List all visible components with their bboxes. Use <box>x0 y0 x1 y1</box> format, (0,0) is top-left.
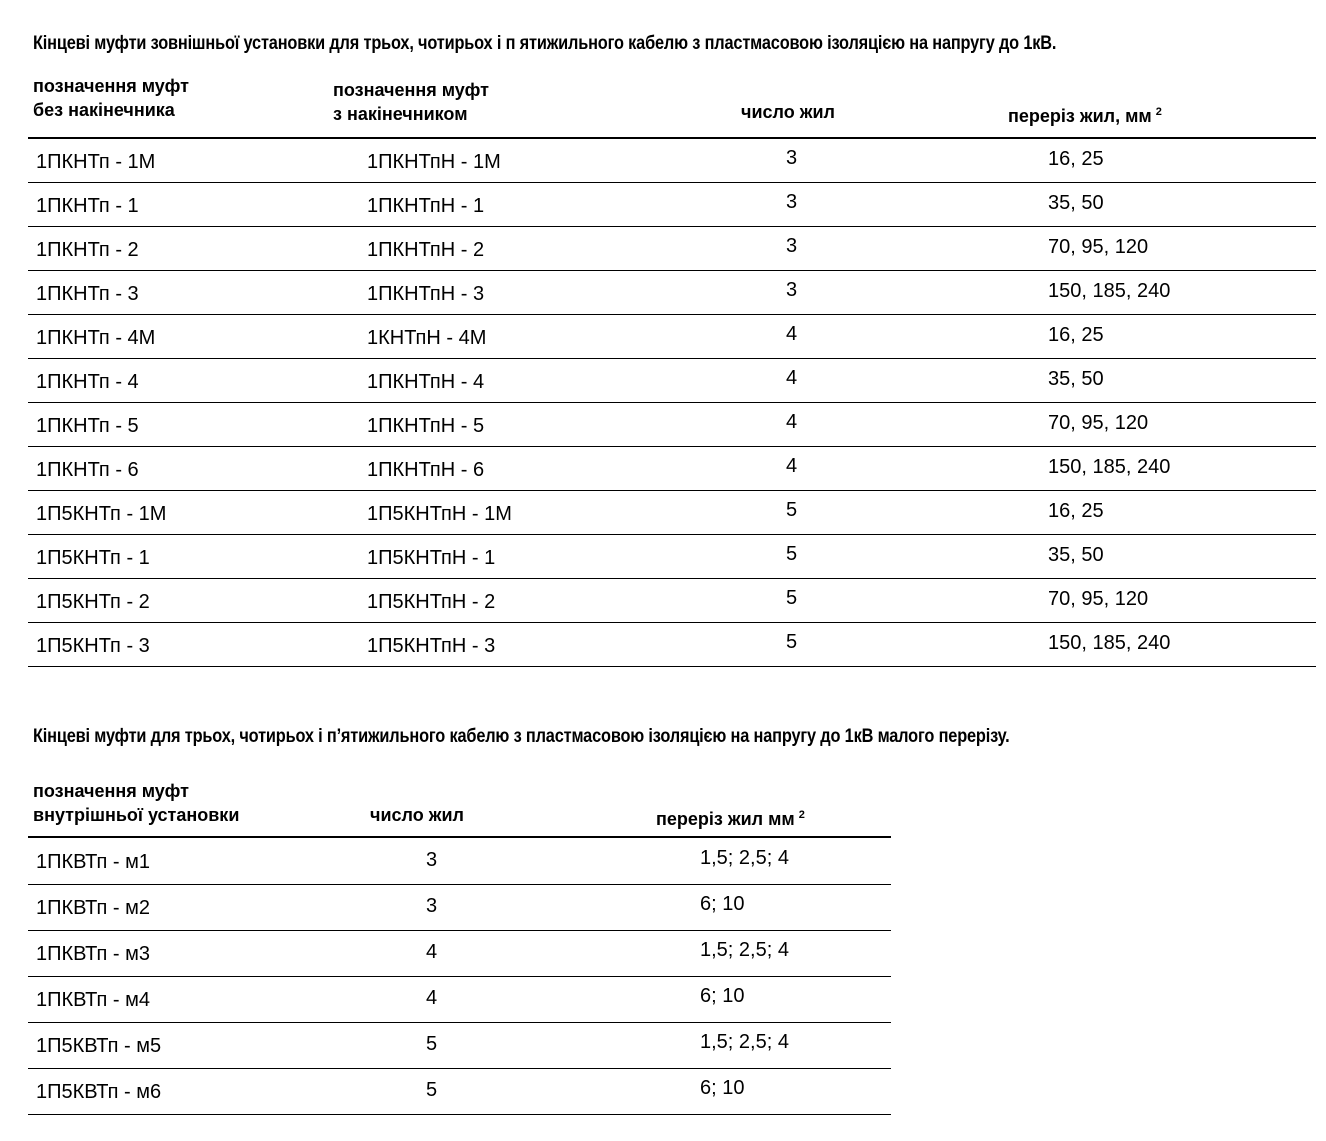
table1-row-rule <box>28 534 1316 535</box>
table1-cell-section: 35, 50 <box>1048 544 1104 566</box>
table2-cell-section: 1,5; 2,5; 4 <box>700 939 789 961</box>
table1-cell-with-tip: 1П5КНТпН - 1М <box>367 503 512 525</box>
table2-row-rule <box>28 930 891 931</box>
table1-cell-no-tip: 1П5КНТп - 1М <box>36 503 167 525</box>
table1-cell-cores: 4 <box>786 411 798 433</box>
table2-cell-designation: 1ПКВТп - м1 <box>36 851 150 873</box>
table1-cell-no-tip: 1ПКНТп - 3 <box>36 283 139 305</box>
table2-cell-section: 6; 10 <box>700 985 745 1007</box>
table1-cell-no-tip: 1ПКНТп - 4М <box>36 327 156 349</box>
table1-row-rule <box>28 622 1316 623</box>
table1-cell-section: 16, 25 <box>1048 324 1104 346</box>
table2-row-rule <box>28 1068 891 1069</box>
table1-row-rule <box>28 182 1316 183</box>
table2-cell-designation: 1П5КВТп - м5 <box>36 1035 162 1057</box>
table1-header-col1-line1: позначення муфт <box>33 76 189 96</box>
table2-header-col3-text: переріз жил мм <box>656 809 795 829</box>
table2-header-col3-sup: 2 <box>798 809 805 821</box>
table1-cell-with-tip: 1ПКНТпН - 2 <box>367 239 485 261</box>
table2-header-col1-line2: внутрішньої установки <box>33 805 240 825</box>
table1-row-rule <box>28 270 1316 271</box>
table2-row-rule <box>28 976 891 977</box>
table1-cell-cores: 3 <box>786 279 798 301</box>
table1-cell-cores: 5 <box>786 499 798 521</box>
table1-header-col3: число жил <box>741 102 835 122</box>
table2-header-col3 <box>656 803 805 831</box>
table1-cell-with-tip: 1ПКНТпН - 1 <box>367 195 485 217</box>
table1-cell-no-tip: 1ПКНТп - 2 <box>36 239 139 261</box>
table1-cell-cores: 4 <box>786 455 798 477</box>
table1-cell-no-tip: 1П5КНТп - 2 <box>36 591 150 613</box>
table1-cell-section: 150, 185, 240 <box>1048 632 1171 654</box>
table1-cell-section: 35, 50 <box>1048 192 1104 214</box>
table1-cell-no-tip: 1ПКНТп - 1 <box>36 195 139 217</box>
table1-header-col1 <box>33 74 189 122</box>
table2-cell-designation: 1ПКВТп - м3 <box>36 943 150 965</box>
table1-header-col4-text: переріз жил, мм <box>1008 106 1152 126</box>
table2-cell-designation: 1ПКВТп - м2 <box>36 897 150 919</box>
table1-cell-cores: 5 <box>786 587 798 609</box>
table1-cell-cores: 5 <box>786 631 798 653</box>
table1-cell-no-tip: 1ПКНТп - 1М <box>36 151 156 173</box>
table1-header-col4-sup: 2 <box>1155 106 1162 118</box>
table1-row-rule <box>28 446 1316 447</box>
table2-cell-cores: 4 <box>426 941 438 963</box>
table1-header-col1-line2: без накінечника <box>33 100 175 120</box>
table1-cell-cores: 3 <box>786 147 798 169</box>
table1-header-rule <box>28 137 1316 139</box>
table1-cell-with-tip: 1ПКНТпН - 6 <box>367 459 485 481</box>
table1-row-rule <box>28 666 1316 667</box>
table1-cell-section: 70, 95, 120 <box>1048 236 1149 258</box>
table1-row-rule <box>28 226 1316 227</box>
table2-cell-section: 1,5; 2,5; 4 <box>700 847 789 869</box>
table1-cell-section: 150, 185, 240 <box>1048 280 1171 302</box>
table1-cell-section: 150, 185, 240 <box>1048 456 1171 478</box>
table1-cell-section: 70, 95, 120 <box>1048 588 1149 610</box>
table1-row-rule <box>28 314 1316 315</box>
table1-cell-no-tip: 1П5КНТп - 1 <box>36 547 150 569</box>
table2-header-col2: число жил <box>370 805 464 825</box>
table1-row-rule <box>28 490 1316 491</box>
table1-cell-no-tip: 1ПКНТп - 5 <box>36 415 139 437</box>
table1-cell-with-tip: 1П5КНТпН - 2 <box>367 591 496 613</box>
table1-cell-cores: 4 <box>786 323 798 345</box>
table1-cell-section: 16, 25 <box>1048 500 1104 522</box>
table1-row-rule <box>28 578 1316 579</box>
table1-title: Кінцеві муфти зовнішньої установки для трьох, чотирьох і п ятижильного кабелю з пластмасовою ізоляцією на напругу до 1кВ. <box>33 33 1057 54</box>
table2-cell-section: 6; 10 <box>700 1077 745 1099</box>
table2-header-col1 <box>33 779 239 827</box>
table1-cell-no-tip: 1ПКНТп - 4 <box>36 371 139 393</box>
table1-cell-cores: 5 <box>786 543 798 565</box>
table2-row-rule <box>28 884 891 885</box>
table1-cell-no-tip: 1П5КНТп - 3 <box>36 635 150 657</box>
table2-cell-cores: 5 <box>426 1033 438 1055</box>
table1-cell-with-tip: 1П5КНТпН - 3 <box>367 635 496 657</box>
table1-header-col2-line2: з накінечником <box>333 104 468 124</box>
table1-cell-cores: 3 <box>786 235 798 257</box>
table2-cell-designation: 1П5КВТп - м6 <box>36 1081 162 1103</box>
table2-header-col1-line1: позначення муфт <box>33 781 189 801</box>
table1-cell-with-tip: 1ПКНТпН - 1М <box>367 151 501 173</box>
table2-row-rule <box>28 1114 891 1115</box>
table1-header-col4 <box>1008 100 1162 128</box>
table2-cell-section: 1,5; 2,5; 4 <box>700 1031 789 1053</box>
table1-cell-section: 70, 95, 120 <box>1048 412 1149 434</box>
table2-row-rule <box>28 1022 891 1023</box>
table1-cell-cores: 4 <box>786 367 798 389</box>
table1-cell-cores: 3 <box>786 191 798 213</box>
table1-cell-with-tip: 1ПКНТпН - 5 <box>367 415 485 437</box>
table1-cell-no-tip: 1ПКНТп - 6 <box>36 459 139 481</box>
table1-cell-with-tip: 1ПКНТпН - 4 <box>367 371 485 393</box>
table2-header-rule <box>28 836 891 838</box>
table1-header-col2-line1: позначення муфт <box>333 80 489 100</box>
table2-cell-section: 6; 10 <box>700 893 745 915</box>
table1-header-col2 <box>333 78 489 126</box>
table2-cell-cores: 4 <box>426 987 438 1009</box>
table1-cell-section: 16, 25 <box>1048 148 1104 170</box>
table2-cell-designation: 1ПКВТп - м4 <box>36 989 150 1011</box>
table2-cell-cores: 5 <box>426 1079 438 1101</box>
table2-cell-cores: 3 <box>426 895 438 917</box>
table2-title: Кінцеві муфти для трьох, чотирьох і п’ятижильного кабелю з пластмасовою ізоляцією на напругу до 1кВ малого перерізу. <box>33 726 1010 747</box>
table1-cell-with-tip: 1КНТпН - 4М <box>367 327 487 349</box>
table2-cell-cores: 3 <box>426 849 438 871</box>
table1-cell-section: 35, 50 <box>1048 368 1104 390</box>
table1-row-rule <box>28 358 1316 359</box>
table1-row-rule <box>28 402 1316 403</box>
table1-cell-with-tip: 1ПКНТпН - 3 <box>367 283 485 305</box>
table1-cell-with-tip: 1П5КНТпН - 1 <box>367 547 496 569</box>
